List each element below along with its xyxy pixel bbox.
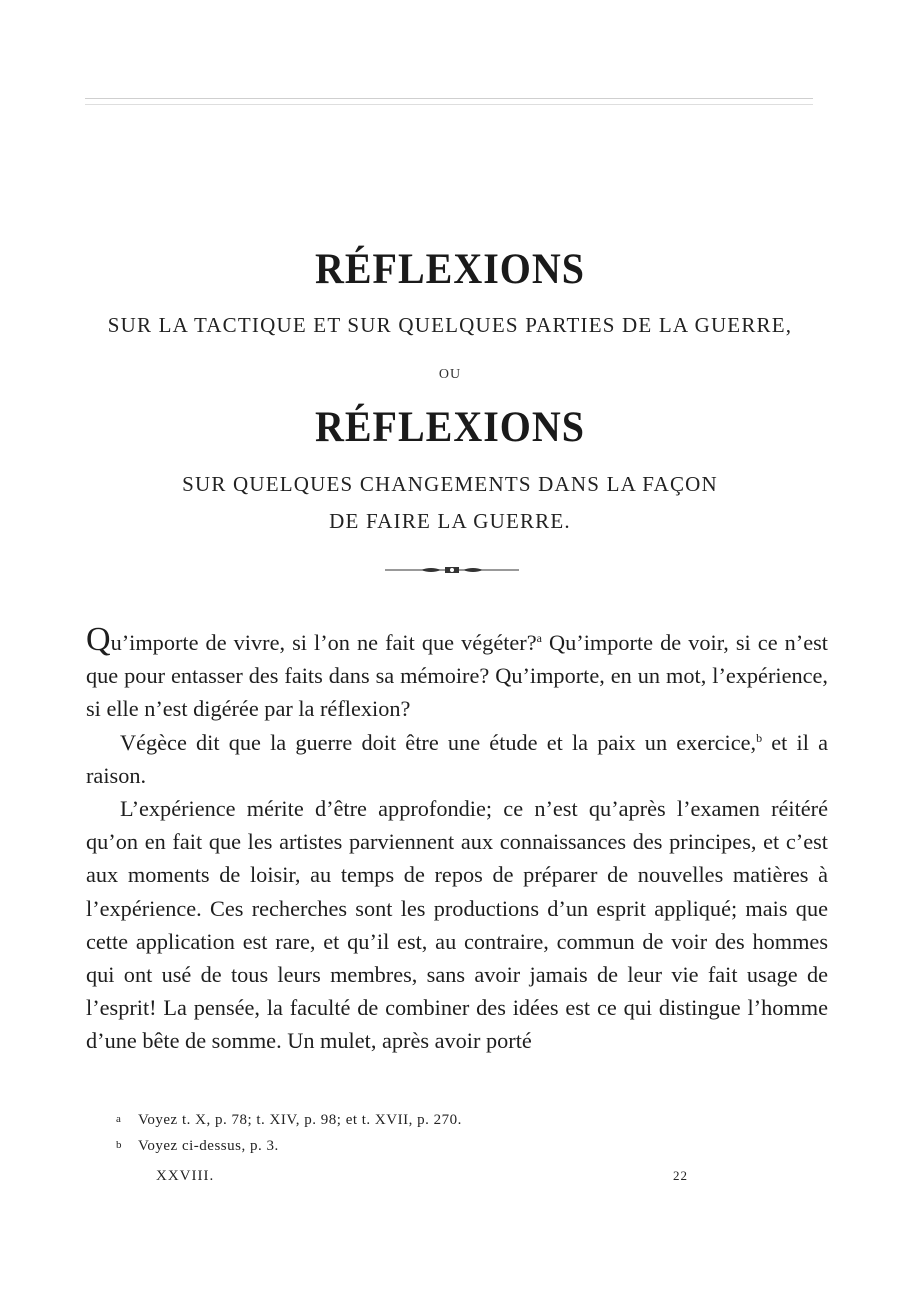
main-subtitle: SUR LA TACTIQUE ET SUR QUELQUES PARTIES DE LA GUERRE, (107, 313, 793, 337)
paragraph-3: L’expérience mérite d’être approfondie; ce n’est qu’après l’examen réitéré qu’on en fait que les artistes parviennent aux connaissances des principes, et c’est aux moments de loisir, au temps de repos de préparer de nouvelles matières à l’expérience. Ces recherches sont les productions d’un esprit appliqué; mais que cette application est rare, et qu’il est, au contraire, commun de voir des hommes qui ont usé de tous leurs membres, sans avoir jamais de leur vie fait usage de l’esprit! La pensée, la faculté de combiner des idées est ce qui distingue l’homme d’une bête de somme. Un mulet, après avoir porté (86, 796, 828, 1054)
top-rule (85, 98, 813, 105)
footnote: b Voyez ci-dessus, p. 3. (116, 1138, 279, 1154)
body-text (86, 621, 828, 1058)
paragraph-1: Qu’importe de vivre, si l’on ne fait que végéter?$^a$ Qu’importe de voir, si ce n’est que pour entasser des faits dans sa mémoire? Qu’importe, en un mot, l’expérience, si elle n’est digérée par la réflexion? (86, 621, 828, 722)
sheet-number: 22 (673, 1168, 688, 1183)
footnotes (116, 1107, 716, 1159)
volume-signature: XXVIII. (156, 1168, 215, 1184)
alternate-subtitle-line-1: SUR QUELQUES CHANGEMENTS DANS LA FAÇON (182, 472, 718, 496)
alternate-subtitle-line-2: DE FAIRE LA GUERRE. (329, 509, 571, 533)
footnote-ref-b: b (756, 730, 763, 745)
footnote-ref-a: a (536, 631, 542, 645)
footnote: a Voyez t. X, p. 78; t. XIV, p. 98; et t. XVII, p. 270. (116, 1112, 462, 1128)
title-connector: OU (438, 367, 462, 382)
alternate-title: RÉFLEXIONS (314, 402, 586, 451)
drop-cap: Q (86, 621, 111, 658)
main-title: RÉFLEXIONS (314, 244, 586, 293)
ornament-divider-icon (385, 564, 519, 576)
paragraph-2: Végèce dit que la guerre doit être une étude et la paix un exercice,$^b$ et il a raison. (86, 729, 828, 788)
